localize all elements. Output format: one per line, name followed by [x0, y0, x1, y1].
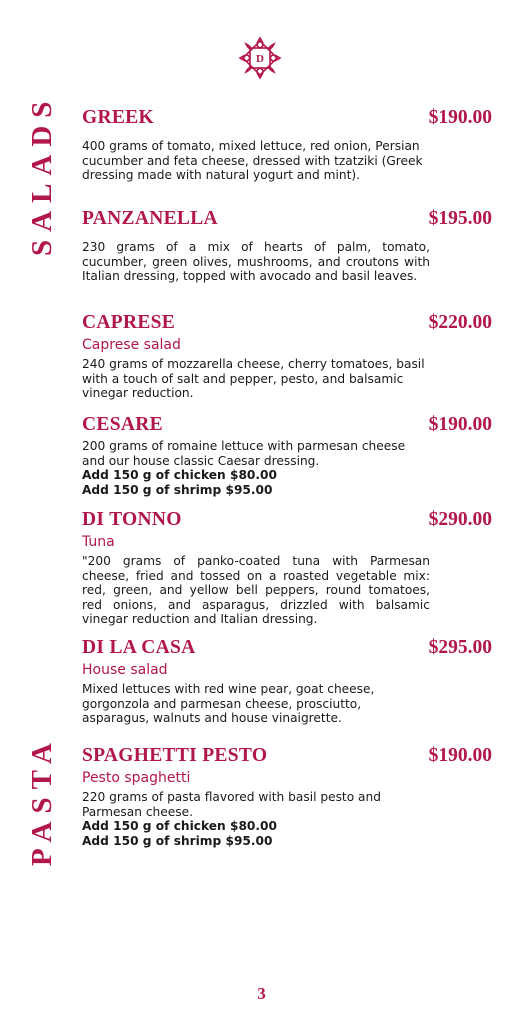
item-extra: Add 150 g of chicken $80.00	[82, 468, 277, 483]
menu-item-panzanella	[82, 207, 492, 284]
menu-item-caprese	[82, 311, 492, 401]
item-name: GREEK	[82, 107, 154, 128]
menu-item-cesare	[82, 413, 492, 497]
item-price: $190.00	[428, 745, 492, 766]
item-description-text: 220 grams of pasta flavored with basil pesto and Parmesan cheese.	[82, 790, 381, 819]
item-price: $190.00	[428, 414, 492, 435]
item-description	[82, 790, 430, 848]
item-name: CAPRESE	[82, 312, 176, 333]
menu-item-greek	[82, 106, 492, 183]
item-price: $195.00	[428, 208, 492, 229]
item-price: $190.00	[428, 107, 492, 128]
item-price: $220.00	[428, 312, 492, 333]
page-number: 3	[257, 984, 266, 1003]
item-subtitle: Pesto spaghetti	[82, 770, 191, 786]
item-description	[82, 439, 430, 497]
item-description: 240 grams of mozzarella cheese, cherry tomatoes, basil with a touch of salt and pepper, pesto, and balsamic vinegar reduction.	[82, 357, 425, 401]
section-label-pasta: PASTA	[26, 735, 58, 866]
item-price: $290.00	[428, 509, 492, 530]
item-description: 400 grams of tomato, mixed lettuce, red onion, Persian cucumber and feta cheese, dressed with tzatziki (Greek dressing made with natural yogurt and mint).	[82, 139, 423, 183]
section-label-salads: SALADS	[26, 93, 58, 256]
menu-item-spaghetti-pesto	[82, 744, 492, 848]
item-extra: Add 150 g of chicken $80.00	[82, 819, 277, 834]
item-subtitle: Tuna	[82, 534, 115, 550]
item-description: Mixed lettuces with red wine pear, goat cheese, gorgonzola and parmesan cheese, prosciutto, asparagus, walnuts and house vinaigrette.	[82, 682, 375, 726]
item-name: CESARE	[82, 414, 163, 435]
item-subtitle: House salad	[82, 662, 168, 678]
svg-text:D: D	[256, 53, 264, 65]
item-description-text: 200 grams of romaine lettuce with parmesan cheese and our house classic Caesar dressing.	[82, 439, 406, 468]
item-name: PANZANELLA	[82, 208, 218, 229]
item-price: $295.00	[428, 637, 492, 658]
item-extra: Add 150 g of shrimp $95.00	[82, 482, 273, 497]
item-subtitle: Caprese salad	[82, 337, 181, 353]
menu-item-di-la-casa	[82, 636, 492, 726]
menu-item-di-tonno	[82, 508, 492, 627]
item-description: 230 grams of a mix of hearts of palm, tomato, cucumber, green olives, mushrooms, and croutons with Italian dressing, topped with avocado and basil leaves.	[82, 240, 430, 284]
item-description: "200 grams of panko-coated tuna with Parmesan cheese, fried and tossed on a roasted vegetable mix: red, green, and yellow bell peppers, round tomatoes, red onions, and asparagus, drizzled with balsamic vinegar reduction and Italian dressing.	[82, 554, 430, 627]
ornament-logo-icon	[236, 34, 284, 82]
item-name: SPAGHETTI PESTO	[82, 745, 268, 766]
item-extra: Add 150 g of shrimp $95.00	[82, 833, 273, 848]
item-name: DI LA CASA	[82, 637, 196, 658]
item-name: DI TONNO	[82, 509, 182, 530]
